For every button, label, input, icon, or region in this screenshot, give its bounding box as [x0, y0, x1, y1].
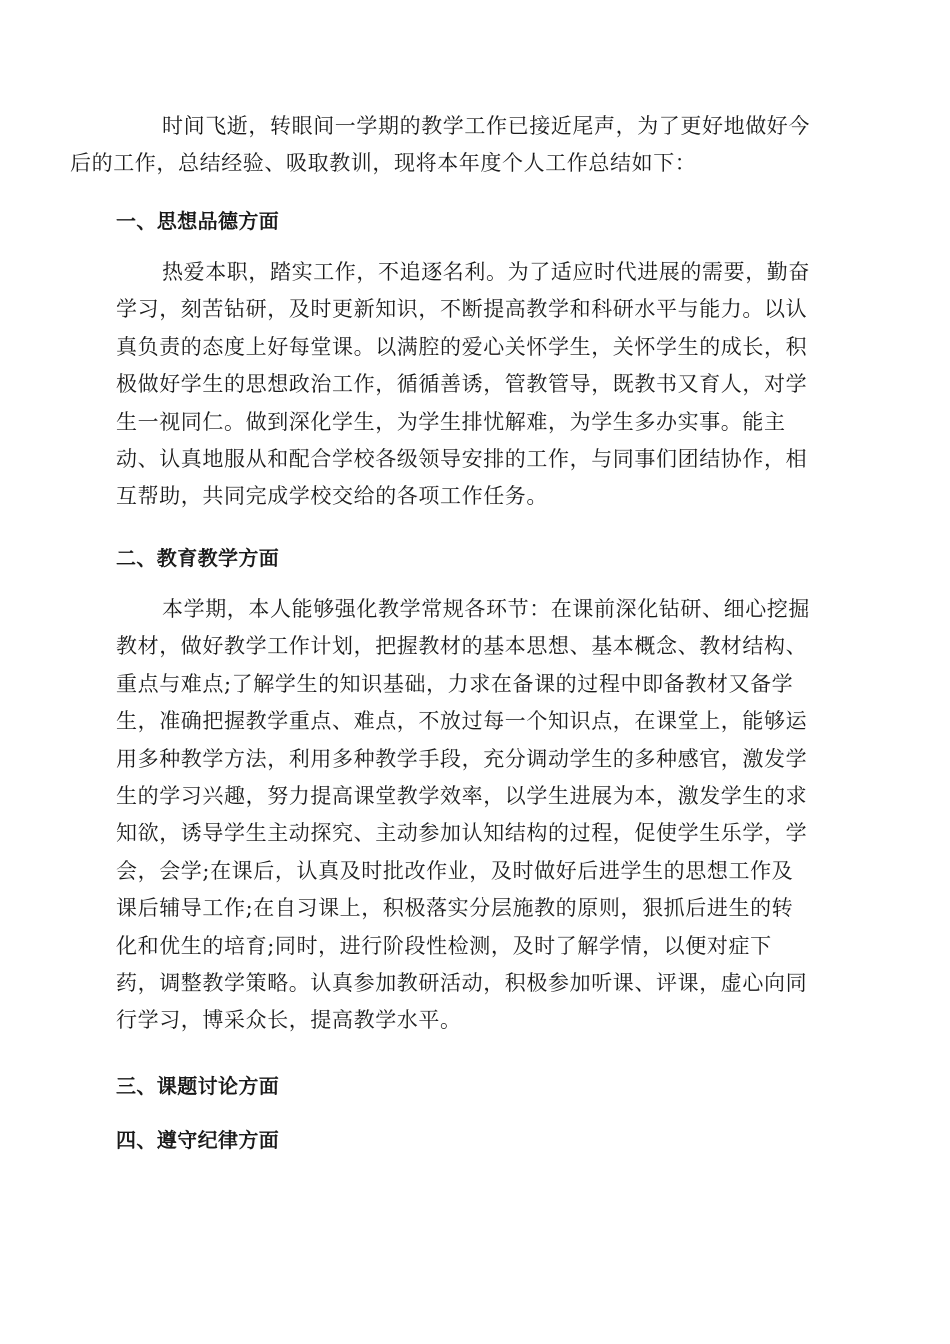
text-line: 学习，刻苦钻研，及时更新知识，不断提高教学和科研水平与能力。以认 — [116, 297, 808, 322]
section-heading-discipline: 四、遵守纪律方面 — [116, 1128, 280, 1152]
text-line: 化和优生的培育;同时，进行阶段性检测，及时了解学情，以便对症下 — [116, 933, 772, 958]
section-heading-teaching: 二、教育教学方面 — [116, 546, 280, 570]
text-line: 课后辅导工作;在自习课上，积极落实分层施教的原则，狠抓后进生的转 — [116, 896, 794, 921]
section-paragraph-ideology — [116, 254, 832, 516]
text-line: 会，会学;在课后，认真及时批改作业，及时做好后进学生的思想工作及 — [116, 858, 794, 883]
text-line: 知欲，诱导学生主动探究、主动参加认知结构的过程，促使学生乐学，学 — [116, 821, 808, 846]
text-line: 重点与难点;了解学生的知识基础，力求在备课的过程中即备教材又备学 — [116, 671, 794, 696]
text-line: 用多种教学方法，利用多种教学手段，充分调动学生的多种感官，激发学 — [116, 746, 808, 771]
text-line: 药，调整教学策略。认真参加教研活动，积极参加听课、评课，虚心向同 — [116, 971, 808, 996]
text-line: 热爱本职，踏实工作，不追逐名利。为了适应时代进展的需要，勤奋 — [162, 260, 810, 284]
section-paragraph-teaching — [116, 591, 832, 1040]
text-line: 极做好学生的思想政治工作，循循善诱，管教管导，既教书又育人，对学 — [116, 372, 808, 397]
text-line: 生的学习兴趣，努力提高课堂教学效率，以学生进展为本，激发学生的求 — [116, 784, 808, 809]
text-line: 后的工作，总结经验、吸取教训，现将本年度个人工作总结如下： — [70, 151, 697, 176]
text-line: 动、认真地服从和配合学校各级领导安排的工作，与同事们团结协作，相 — [116, 447, 808, 472]
text-line: 真负责的态度上好每堂课。以满腔的爱心关怀学生，关怀学生的成长，积 — [116, 334, 808, 359]
text-line: 本学期，本人能够强化教学常规各环节：在课前深化钻研、细心挖掘 — [162, 597, 810, 621]
text-line: 生一视同仁。做到深化学生，为学生排忧解难，为学生多办实事。能主 — [116, 409, 786, 434]
text-line: 行学习，博采众长，提高教学水平。 — [116, 1008, 462, 1033]
text-line: 时间飞逝，转眼间一学期的教学工作已接近尾声，为了更好地做好今 — [162, 114, 810, 138]
intro-paragraph — [70, 108, 832, 183]
text-line: 教材，做好教学工作计划，把握教材的基本思想、基本概念、教材结构、 — [116, 634, 808, 659]
text-line: 互帮助，共同完成学校交给的各项工作任务。 — [116, 484, 548, 509]
text-line: 生，准确把握教学重点、难点，不放过每一个知识点，在课堂上，能够运 — [116, 709, 808, 734]
section-heading-ideology: 一、思想品德方面 — [116, 209, 280, 233]
section-heading-research: 三、课题讨论方面 — [116, 1074, 280, 1098]
